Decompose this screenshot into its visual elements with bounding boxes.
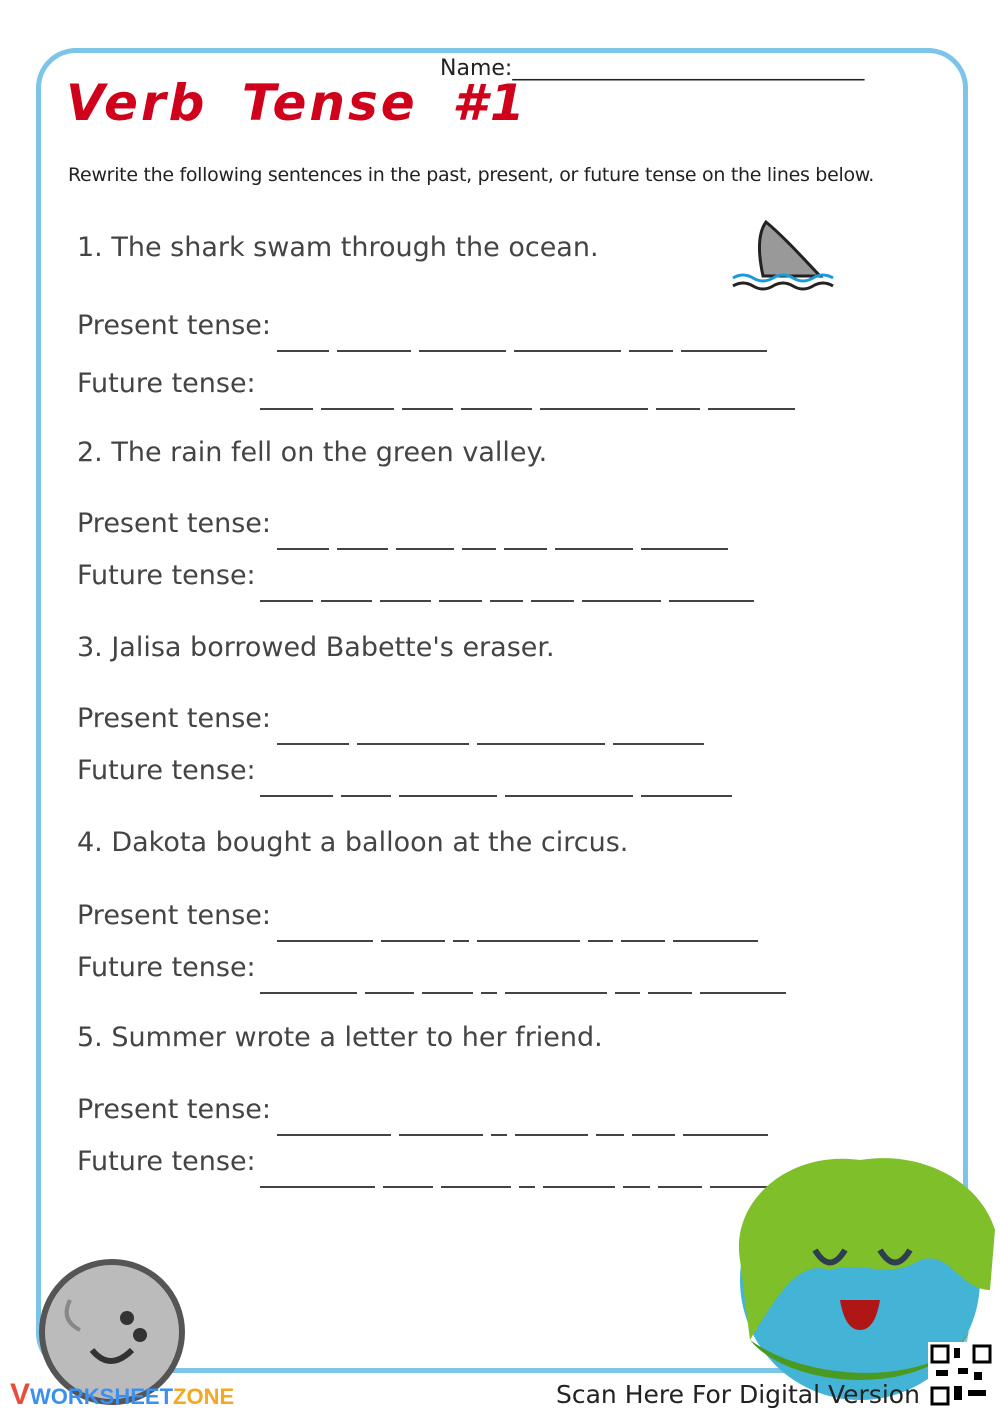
- future-tense-label: Future tense:: [77, 1146, 256, 1177]
- present-answer-blank[interactable]: [641, 548, 728, 550]
- future-answer-blank[interactable]: [260, 1186, 375, 1188]
- present-answer-blank[interactable]: [477, 940, 580, 942]
- future-answer-blank[interactable]: [402, 408, 453, 410]
- present-answer-blank[interactable]: [277, 1134, 391, 1136]
- shark-fin-icon: [728, 218, 843, 296]
- future-answer-blank[interactable]: [260, 992, 357, 994]
- present-answer-blank[interactable]: [613, 743, 704, 745]
- present-tense-label: Present tense:: [77, 1094, 271, 1125]
- future-answer-blank[interactable]: [380, 600, 431, 602]
- present-answer-blank[interactable]: [629, 350, 673, 352]
- present-tense-label: Present tense:: [77, 703, 271, 734]
- present-answer-blank[interactable]: [337, 548, 388, 550]
- present-answer-blank[interactable]: [673, 940, 758, 942]
- instructions: Rewrite the following sentences in the past, present, or future tense on the lines below.: [68, 164, 874, 186]
- future-answer-blank[interactable]: [399, 795, 497, 797]
- present-tense-label: Present tense:: [77, 900, 271, 931]
- scan-text: Scan Here For Digital Version: [556, 1380, 920, 1409]
- question-1: 1. The shark swam through the ocean.: [77, 232, 599, 263]
- present-answer-blank[interactable]: [683, 1134, 768, 1136]
- future-answer-blank[interactable]: [383, 1186, 433, 1188]
- future-answer-blank[interactable]: [519, 1186, 535, 1188]
- future-answer-blank[interactable]: [669, 600, 754, 602]
- future-answer-blank[interactable]: [658, 1186, 702, 1188]
- present-tense-label: Present tense:: [77, 508, 271, 539]
- present-answer-blank[interactable]: [588, 940, 613, 942]
- future-answer-blank[interactable]: [641, 795, 732, 797]
- present-answer-blank[interactable]: [419, 350, 506, 352]
- future-answer-blank[interactable]: [365, 992, 414, 994]
- present-answer-blank[interactable]: [277, 743, 349, 745]
- future-tense-label: Future tense:: [77, 952, 256, 983]
- present-answer-blank[interactable]: [337, 350, 411, 352]
- question-2: 2. The rain fell on the green valley.: [77, 437, 548, 468]
- present-answer-blank[interactable]: [462, 548, 496, 550]
- present-answer-blank[interactable]: [277, 548, 329, 550]
- present-answer-blank[interactable]: [621, 940, 665, 942]
- question-4: 4. Dakota bought a balloon at the circus.: [77, 827, 629, 858]
- present-answer-blank[interactable]: [277, 350, 329, 352]
- future-answer-blank[interactable]: [708, 408, 795, 410]
- qr-code-icon: [928, 1342, 994, 1408]
- future-answer-blank[interactable]: [260, 408, 313, 410]
- future-answer-blank[interactable]: [540, 408, 648, 410]
- future-tense-label: Future tense:: [77, 368, 256, 399]
- present-answer-blank[interactable]: [514, 350, 621, 352]
- future-answer-blank[interactable]: [505, 795, 633, 797]
- future-answer-blank[interactable]: [700, 992, 786, 994]
- present-answer-blank[interactable]: [357, 743, 469, 745]
- future-answer-blank[interactable]: [260, 795, 333, 797]
- worksheet-title: Verb Tense #1: [66, 74, 528, 132]
- future-answer-blank[interactable]: [490, 600, 523, 602]
- future-answer-blank[interactable]: [441, 1186, 511, 1188]
- present-answer-blank[interactable]: [632, 1134, 675, 1136]
- present-answer-blank[interactable]: [555, 548, 633, 550]
- present-answer-blank[interactable]: [681, 350, 767, 352]
- future-answer-blank[interactable]: [321, 408, 394, 410]
- present-tense-label: Present tense:: [77, 310, 271, 341]
- future-answer-blank[interactable]: [260, 600, 313, 602]
- present-answer-blank[interactable]: [396, 548, 454, 550]
- future-tense-label: Future tense:: [77, 755, 256, 786]
- present-answer-blank[interactable]: [504, 548, 547, 550]
- present-answer-blank[interactable]: [399, 1134, 483, 1136]
- present-answer-blank[interactable]: [277, 940, 373, 942]
- future-answer-blank[interactable]: [648, 992, 692, 994]
- future-answer-blank[interactable]: [321, 600, 372, 602]
- future-answer-blank[interactable]: [531, 600, 574, 602]
- future-answer-blank[interactable]: [582, 600, 661, 602]
- future-tense-label: Future tense:: [77, 560, 256, 591]
- future-answer-blank[interactable]: [623, 1186, 650, 1188]
- present-answer-blank[interactable]: [515, 1134, 588, 1136]
- question-3: 3. Jalisa borrowed Babette's eraser.: [77, 632, 555, 663]
- future-answer-blank[interactable]: [341, 795, 391, 797]
- name-field: Name:________________________________: [440, 56, 865, 81]
- future-answer-blank[interactable]: [481, 992, 497, 994]
- present-answer-blank[interactable]: [453, 940, 469, 942]
- future-answer-blank[interactable]: [461, 408, 532, 410]
- future-answer-blank[interactable]: [543, 1186, 615, 1188]
- future-answer-blank[interactable]: [615, 992, 640, 994]
- future-answer-blank[interactable]: [439, 600, 482, 602]
- worksheet-zone-logo: VWORKSHEETZONE: [10, 1378, 235, 1411]
- future-answer-blank[interactable]: [422, 992, 473, 994]
- future-answer-blank[interactable]: [505, 992, 607, 994]
- question-5: 5. Summer wrote a letter to her friend.: [77, 1022, 603, 1053]
- present-answer-blank[interactable]: [381, 940, 445, 942]
- present-answer-blank[interactable]: [596, 1134, 624, 1136]
- future-answer-blank[interactable]: [656, 408, 700, 410]
- present-answer-blank[interactable]: [477, 743, 605, 745]
- present-answer-blank[interactable]: [491, 1134, 507, 1136]
